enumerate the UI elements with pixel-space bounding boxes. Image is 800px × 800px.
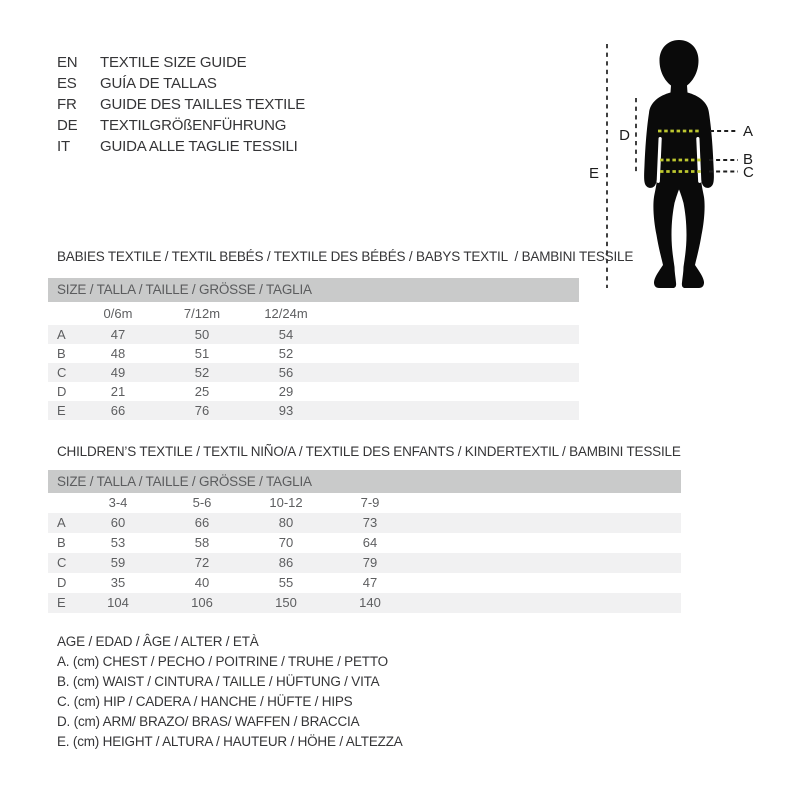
row-label: D <box>57 575 67 590</box>
language-code: FR <box>57 96 77 113</box>
language-title: GUIDA ALLE TAGLIE TESSILI <box>100 138 298 155</box>
table-row <box>48 553 681 573</box>
language-code: ES <box>57 75 77 92</box>
table-cell: 80 <box>278 515 294 530</box>
legend-height: E. (cm) HEIGHT / ALTURA / HAUTEUR / HÖHE / ALTEZZA <box>57 734 403 749</box>
table-cell: 55 <box>278 575 294 590</box>
row-label: C <box>57 365 67 380</box>
table-row <box>48 344 579 363</box>
children-table-title: CHILDREN’S TEXTILE / TEXTIL NIÑO/A / TEXTILE DES ENFANTS / KINDERTEXTIL / BAMBINI TESSILE <box>57 444 681 459</box>
column-header: 7-9 <box>360 495 380 510</box>
language-title: GUÍA DE TALLAS <box>100 75 217 92</box>
row-label: E <box>57 595 66 610</box>
table-cell: 150 <box>275 595 297 610</box>
table-cell: 47 <box>362 575 378 590</box>
figure-label-b: B <box>743 151 754 168</box>
table-cell: 93 <box>278 403 294 418</box>
babies-size-header: SIZE / TALLA / TAILLE / GRÖSSE / TAGLIA <box>48 278 579 302</box>
language-code: IT <box>57 138 70 155</box>
row-label: D <box>57 384 67 399</box>
table-row <box>48 325 579 344</box>
language-title: GUIDE DES TAILLES TEXTILE <box>100 96 306 113</box>
children-size-table <box>48 470 681 613</box>
column-header: 10-12 <box>269 495 303 510</box>
table-cell: 86 <box>278 555 294 570</box>
table-cell: 72 <box>194 555 210 570</box>
language-code: DE <box>57 117 78 134</box>
table-cell: 104 <box>107 595 129 610</box>
column-header: 0/6m <box>103 306 133 321</box>
figure-label-a: A <box>743 123 754 140</box>
table-row <box>48 593 681 613</box>
children-column-header-row <box>48 493 681 513</box>
table-cell: 59 <box>110 555 126 570</box>
column-header: 5-6 <box>192 495 212 510</box>
table-cell: 76 <box>194 403 210 418</box>
figure-label-e: E <box>588 165 600 182</box>
table-row <box>48 382 579 401</box>
table-cell: 140 <box>359 595 381 610</box>
table-cell: 53 <box>110 535 126 550</box>
language-title-list <box>57 52 305 157</box>
table-cell: 58 <box>194 535 210 550</box>
table-cell: 29 <box>278 384 294 399</box>
table-cell: 106 <box>191 595 213 610</box>
legend-arm: D. (cm) ARM/ BRAZO/ BRAS/ WAFFEN / BRACCIA <box>57 714 360 729</box>
babies-table-title: BABIES TEXTILE / TEXTIL BEBÉS / TEXTILE DES BÉBÉS / BABYS TEXTIL / BAMBINI TESSILE <box>57 249 634 264</box>
table-cell: 56 <box>278 365 294 380</box>
table-cell: 51 <box>194 346 210 361</box>
table-cell: 70 <box>278 535 294 550</box>
table-row <box>48 533 681 553</box>
table-cell: 35 <box>110 575 126 590</box>
table-cell: 49 <box>110 365 126 380</box>
child-silhouette-icon <box>644 40 714 288</box>
table-cell: 79 <box>362 555 378 570</box>
column-header: 7/12m <box>183 306 221 321</box>
legend-chest: A. (cm) CHEST / PECHO / POITRINE / TRUHE / PETTO <box>57 654 388 669</box>
table-cell: 60 <box>110 515 126 530</box>
row-label: B <box>57 346 66 361</box>
table-cell: 21 <box>110 384 126 399</box>
table-row <box>48 573 681 593</box>
table-row <box>48 513 681 533</box>
table-cell: 73 <box>362 515 378 530</box>
legend-hip: C. (cm) HIP / CADERA / HANCHE / HÜFTE / HIPS <box>57 694 353 709</box>
table-row <box>48 401 579 420</box>
figure-label-c: C <box>743 164 754 181</box>
table-cell: 50 <box>194 327 210 342</box>
babies-size-table <box>48 278 579 420</box>
row-label: E <box>57 403 66 418</box>
babies-column-header-row <box>48 302 579 325</box>
table-cell: 47 <box>110 327 126 342</box>
table-cell: 66 <box>194 515 210 530</box>
figure-label-d: D <box>619 127 630 144</box>
language-title: TEXTILGRÖßENFÜHRUNG <box>100 117 287 134</box>
measurement-legend <box>57 632 403 752</box>
legend-waist: B. (cm) WAIST / CINTURA / TAILLE / HÜFTUNG / VITA <box>57 674 380 689</box>
language-row <box>57 52 305 73</box>
table-cell: 52 <box>194 365 210 380</box>
row-label: A <box>57 327 66 342</box>
language-code: EN <box>57 54 78 71</box>
table-cell: 40 <box>194 575 210 590</box>
table-cell: 52 <box>278 346 294 361</box>
table-cell: 25 <box>194 384 210 399</box>
language-row <box>57 73 305 94</box>
row-label: A <box>57 515 66 530</box>
table-row <box>48 363 579 382</box>
table-cell: 64 <box>362 535 378 550</box>
language-row <box>57 136 305 157</box>
language-title: TEXTILE SIZE GUIDE <box>100 54 247 71</box>
table-cell: 54 <box>278 327 294 342</box>
row-label: B <box>57 535 66 550</box>
column-header: 12/24m <box>264 306 308 321</box>
legend-age: AGE / EDAD / ÂGE / ALTER / ETÀ <box>57 634 259 649</box>
children-size-header: SIZE / TALLA / TAILLE / GRÖSSE / TAGLIA <box>48 470 681 493</box>
row-label: C <box>57 555 67 570</box>
table-cell: 66 <box>110 403 126 418</box>
table-cell: 48 <box>110 346 126 361</box>
language-row <box>57 94 305 115</box>
column-header: 3-4 <box>108 495 128 510</box>
language-row <box>57 115 305 136</box>
